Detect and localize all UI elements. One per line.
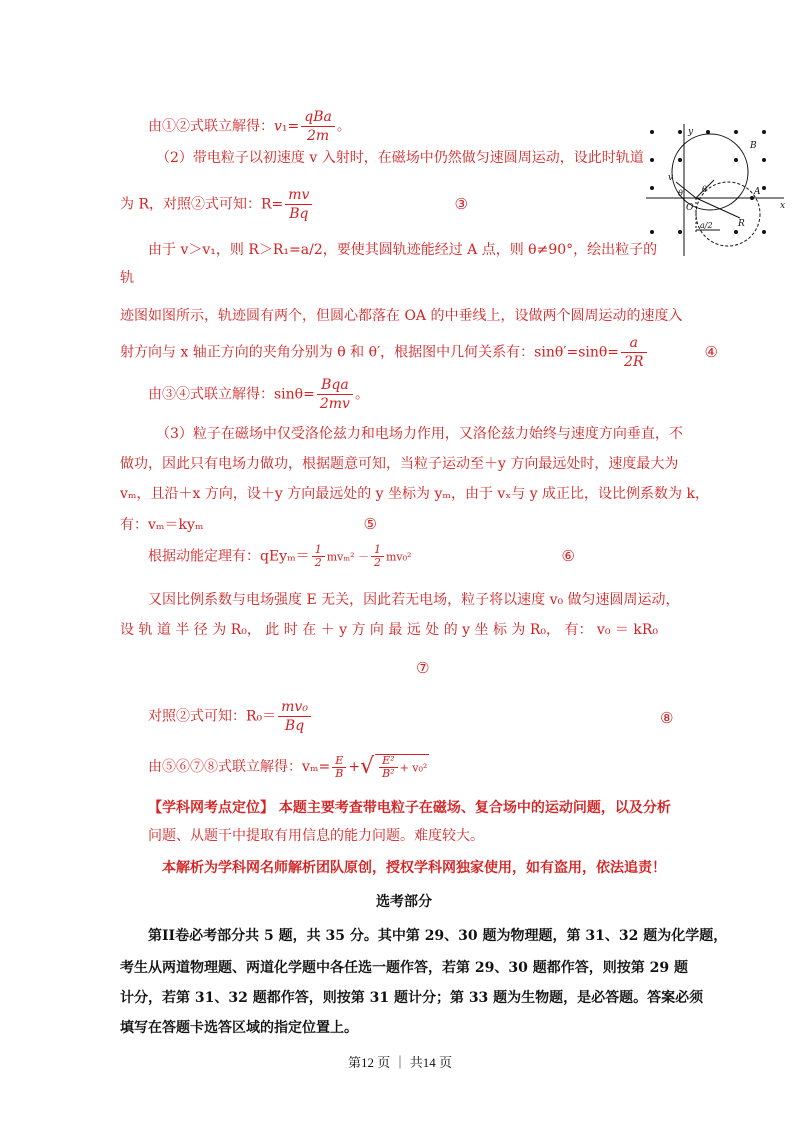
numerator: a: [621, 334, 646, 353]
fraction: [278, 698, 311, 735]
r-label: R: [738, 219, 745, 229]
x-label: x: [780, 201, 786, 211]
text: mv₀²: [386, 550, 412, 564]
section-title: 选考部分: [376, 894, 432, 910]
text: 对照②式可知：R₀＝: [148, 708, 277, 725]
square-root: [375, 754, 429, 780]
solution-line-14: 又因比例系数与电场强度 E 无关，因此若无电场，粒子将以速度 v₀ 做匀速圆周运动，: [148, 592, 680, 608]
numerator: E: [332, 755, 346, 768]
radius-line: [696, 198, 740, 218]
fraction: [317, 376, 353, 413]
numerator: mv: [285, 186, 312, 205]
instructions-line-2: 考生从两道物理题、两道化学题中各任选一题作答，若第 29、30 题都作答，则按第 29 题: [120, 960, 688, 976]
equation-number: ④: [704, 342, 718, 361]
trajectory-diagram: [644, 122, 792, 262]
theta-label: θ: [702, 185, 707, 194]
equation-number-8: [660, 708, 673, 729]
text: 为 R，对照②式可知：R=: [120, 196, 284, 213]
text: ₁=: [281, 118, 300, 135]
fraction: [379, 755, 398, 780]
upper-trajectory: [672, 134, 748, 210]
numerator: 1: [371, 544, 384, 557]
numerator: 1: [312, 544, 325, 557]
denominator: 2R: [624, 354, 644, 370]
half-a-label: a/2: [700, 221, 713, 230]
instructions-line-4: 填写在答题卡选答区域的指定位置上。: [120, 1020, 358, 1036]
instructions-line-1: 第II卷必考部分共 5 题，共 35 分。其中第 29、30 题为物理题，第 31、32 题为化学题，: [148, 928, 728, 944]
denominator: Bq: [289, 206, 309, 222]
solution-line-7: [120, 334, 718, 371]
denominator: B: [335, 766, 344, 780]
denominator: 2m: [306, 128, 330, 144]
solution-line-12: [120, 514, 377, 535]
fraction: [285, 186, 312, 223]
text: v: [274, 118, 282, 135]
denominator: 2: [314, 556, 322, 569]
text: +: [348, 759, 361, 775]
page-footer: 第12 页 ｜ 共14 页: [347, 1055, 452, 1070]
denominator: 2: [374, 556, 381, 569]
text: 由③④式联立解得：sinθ=: [148, 386, 315, 403]
solution-line-13: [148, 544, 575, 569]
text: + v₀²: [399, 761, 428, 775]
knowledge-point-line-1: 【学科网考点定位】 本题主要考查带电粒子在磁场、复合场中的运动问题，以及分析: [148, 800, 671, 816]
copyright-notice: 本解析为学科网名师解析团队原创，授权学科网独家使用，如有盗用，依法追责！: [162, 860, 666, 876]
solution-line-8: [148, 376, 369, 413]
solution-line-2: （2）带电粒子以初速度 v 入射时，在磁场中仍然做匀速圆周运动，设此时轨道: [156, 150, 644, 166]
origin-label: O: [686, 203, 694, 213]
a-label: A: [754, 187, 761, 197]
solution-line-10: 做功，因此只有电场力做功，根据题意可知，当粒子运动至＋y 方向最远处时，速度最大为: [120, 456, 679, 472]
numerator: E²: [379, 755, 398, 768]
solution-line-17: [148, 698, 313, 735]
instructions-line-3: 计分，若第 31、32 题都作答，则按第 31 题计分；第 33 题为生物题，是必答题。答案必须: [120, 990, 704, 1006]
fraction: [301, 108, 335, 145]
theta-prime-label: θ′: [678, 189, 685, 198]
text: 。: [336, 118, 351, 135]
solution-line-5: 轨: [120, 270, 134, 286]
numerator: Bqa: [317, 376, 353, 395]
equation-number: ⑤: [363, 515, 377, 533]
denominator: B²: [382, 767, 395, 780]
solution-line-9: （3）粒子在磁场中仅受洛伦兹力和电场力作用，又洛伦兹力始终与速度方向垂直，不: [156, 426, 683, 442]
text: 有：vₘ＝kyₘ: [120, 517, 204, 533]
equation-number: ③: [454, 194, 468, 213]
denominator: 2mv: [319, 396, 350, 412]
equation-number: ⑥: [561, 546, 575, 565]
equation-number: ⑦: [416, 659, 430, 677]
fraction: [621, 334, 646, 371]
text: 根据动能定理有：qEyₘ＝: [148, 548, 310, 565]
text: mvₘ² －: [326, 550, 369, 564]
text: 。: [354, 386, 369, 403]
fraction: [332, 755, 346, 780]
solution-line-15: 设 轨 道 半 径 为 R₀， 此 时 在 ＋ y 方 向 最 远 处 的 y 坐 标 为 R₀， 有： v₀ ＝ kR₀: [120, 622, 658, 638]
solution-line-16: [416, 658, 429, 679]
knowledge-point-line-2: 问题、从题干中提取有用信息的能力问题。难度较大。: [148, 828, 484, 844]
solution-line-11: vₘ，且沿＋x 方向，设＋y 方向最远处的 y 坐标为 yₘ，由于 vₓ与 y 成正比，设比例系数为 k，: [120, 486, 709, 502]
b-label: B: [750, 141, 757, 151]
radical-sign: √: [360, 754, 375, 779]
solution-line-18: [148, 754, 429, 780]
solution-line-6: 迹图如图所示，轨迹圆有两个，但圆心都落在 OA 的中垂线上，设做两个圆周运动的速度入: [120, 308, 683, 324]
fraction: [371, 544, 384, 569]
text: 由⑤⑥⑦⑧式联立解得：vₘ=: [148, 759, 331, 775]
text: 射方向与 x 轴正方向的夹角分别为 θ 和 θ′，根据图中几何关系有：sinθ′=sinθ=: [120, 344, 620, 361]
denominator: Bq: [284, 718, 305, 734]
solution-line-4: 由于 v＞v₁，则 R＞R₁=a/2，要使其圆轨迹能经过 A 点，则 θ≠90°，绘出粒子的: [148, 242, 658, 258]
text: 由①②式联立解得：: [148, 118, 274, 135]
y-label: y: [688, 127, 694, 137]
solution-line-3: [120, 186, 468, 223]
numerator: qBa: [301, 108, 335, 127]
v-label: v: [668, 173, 674, 183]
solution-line-1: [148, 108, 351, 145]
fraction: [312, 544, 325, 569]
numerator: mv₀: [278, 698, 311, 717]
equation-number: ⑧: [660, 709, 674, 727]
